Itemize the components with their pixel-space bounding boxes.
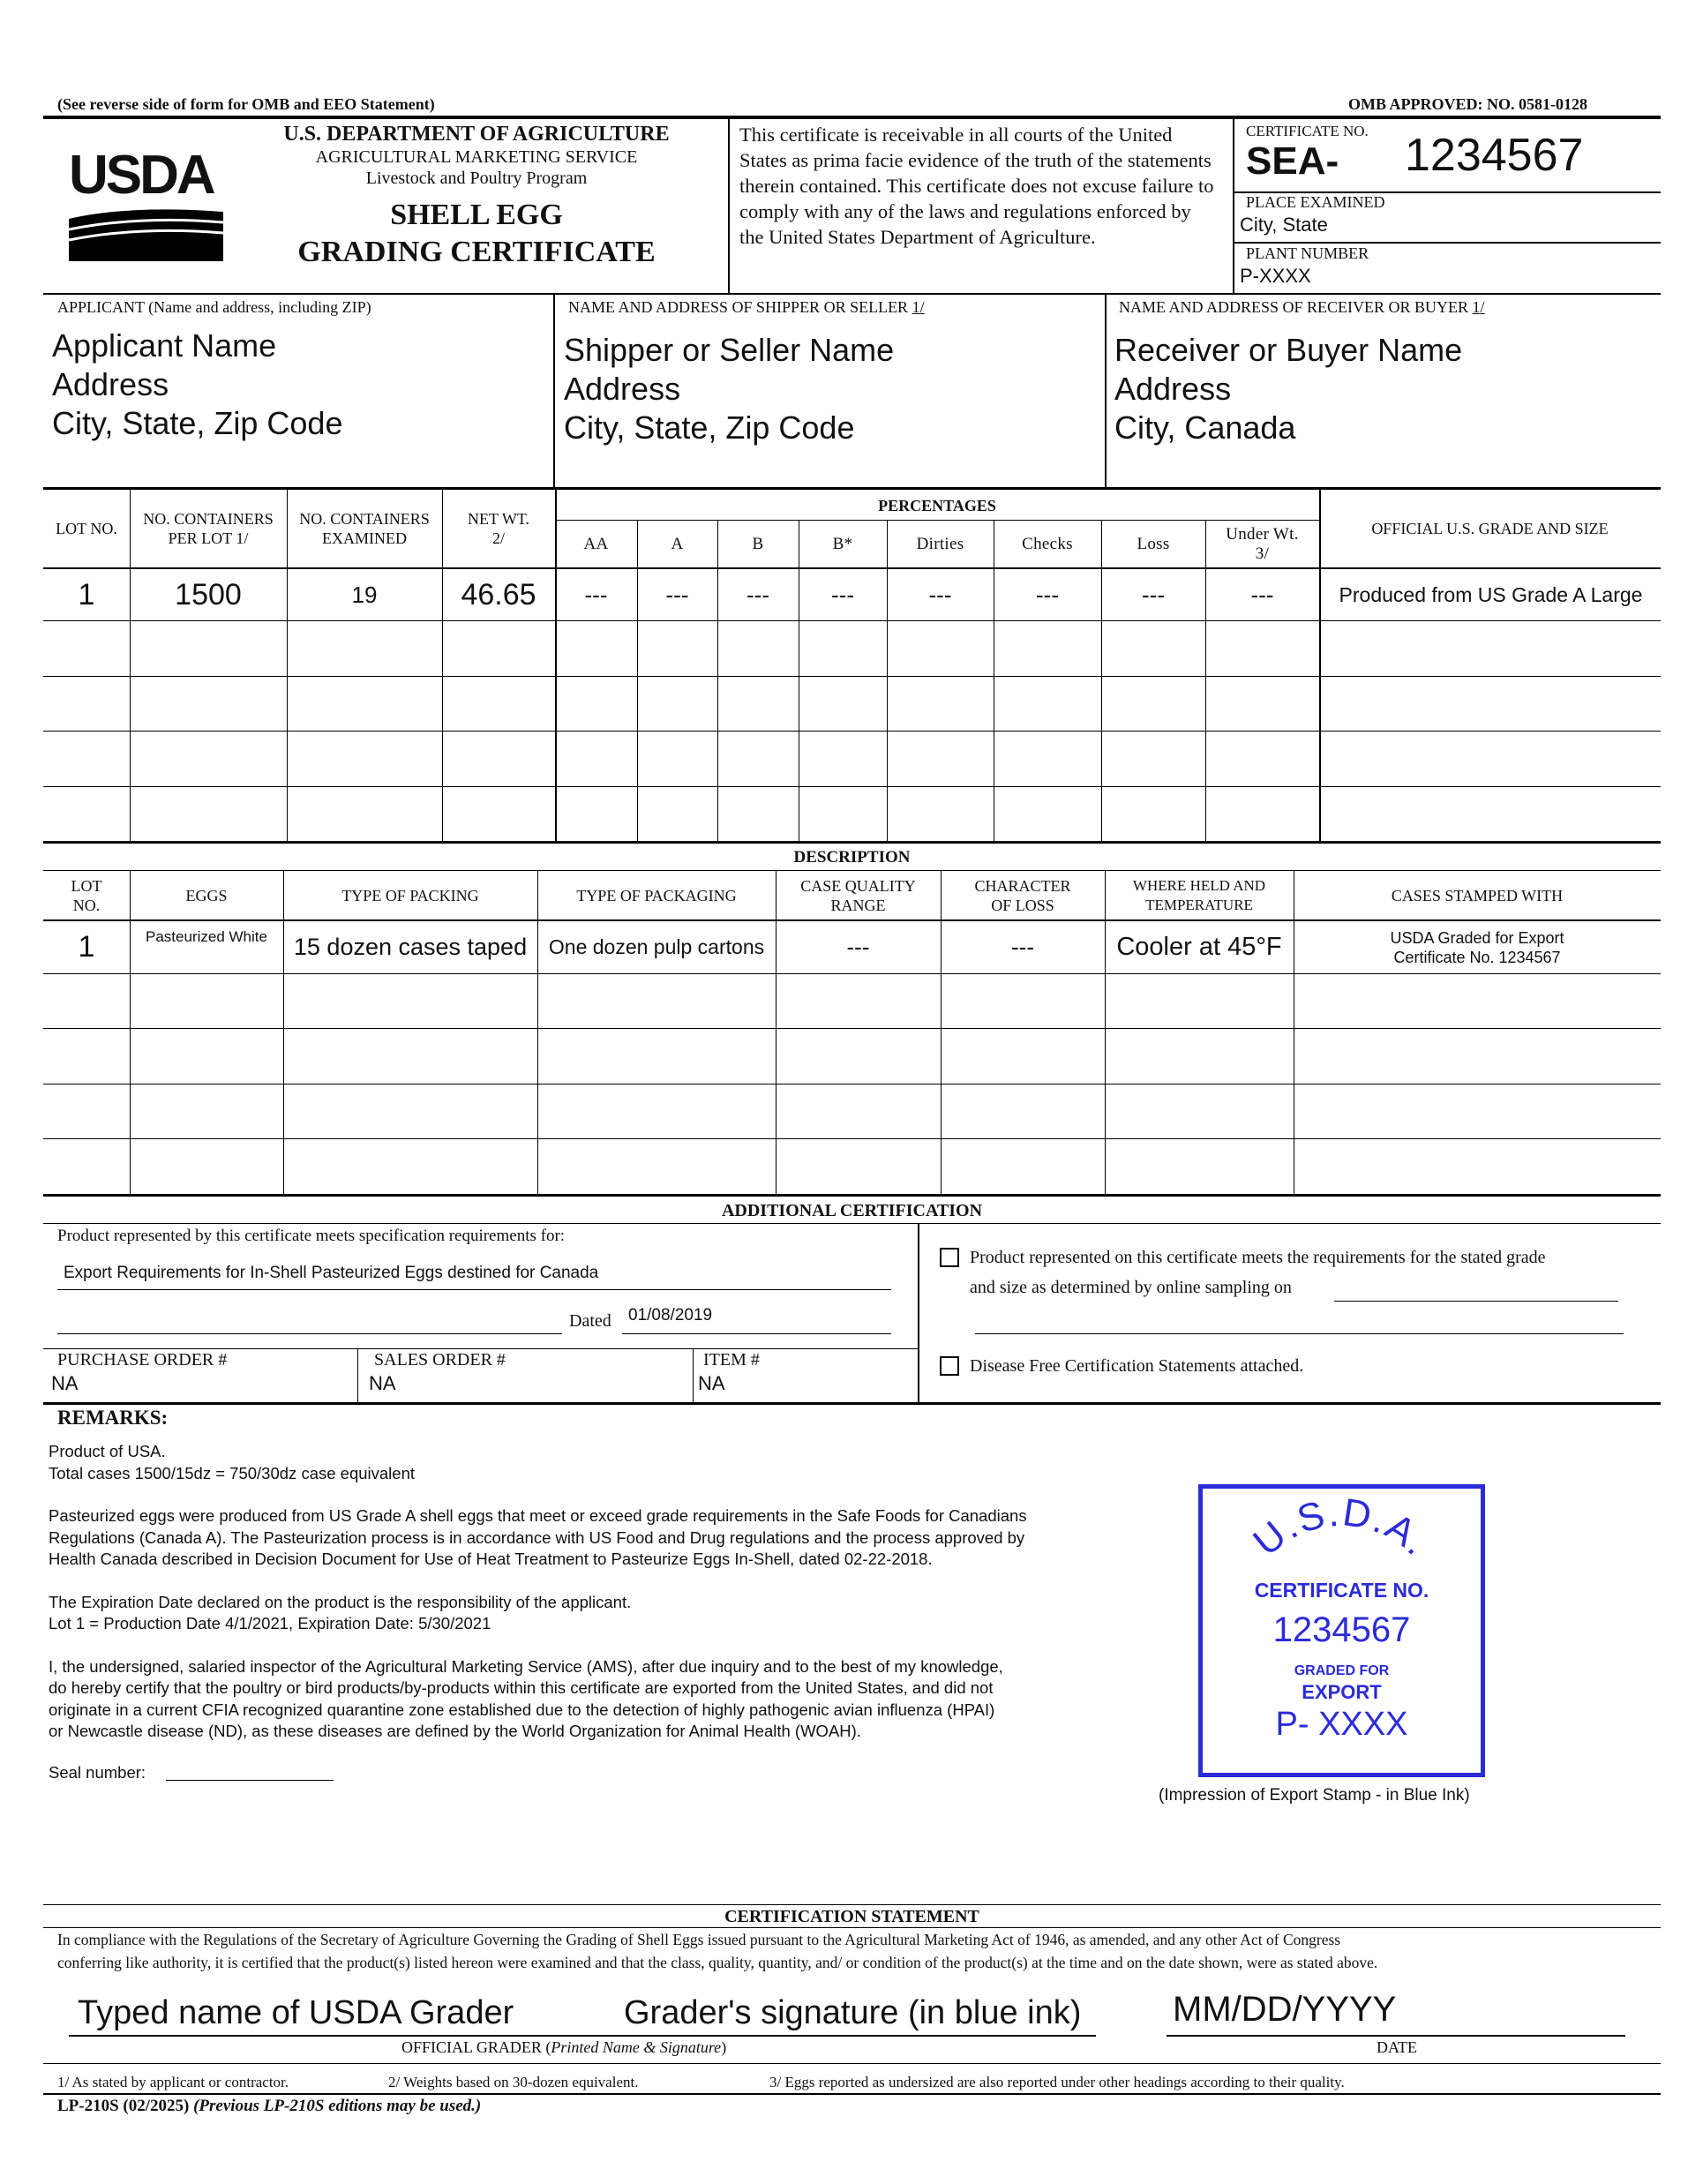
dated-label: Dated — [569, 1311, 611, 1331]
row1-under-wt[interactable]: --- — [1250, 581, 1274, 608]
shipper-city: City, State, Zip Code — [564, 409, 855, 446]
desc-col-cases-stamped: CASES STAMPED WITH — [1391, 886, 1564, 904]
top-rule — [43, 116, 1661, 119]
col-a: A — [671, 534, 684, 553]
disease-free-checkbox[interactable] — [940, 1356, 959, 1376]
stamp-export: EXPORT — [1302, 1681, 1382, 1703]
sales-order-value[interactable]: NA — [369, 1372, 396, 1394]
legal-statement: This certificate is receivable in all courts of the United States as prima facie evidence of the truth of the statements therein contained. This certificate does not excuse failure to comply with any of the laws and regulations enforced by the United States Department of Agriculture. — [739, 124, 1214, 248]
footnote-2: 2/ Weights based on 30-dozen equivalent. — [388, 2074, 639, 2090]
omb-eeo-note: (See reverse side of form for OMB and EEO Statement) — [57, 95, 435, 113]
row1-lot[interactable]: 1 — [78, 577, 95, 612]
row1-b[interactable]: --- — [746, 581, 769, 608]
col-grade-size: OFFICIAL U.S. GRADE AND SIZE — [1371, 520, 1609, 537]
disease-free-label: Disease Free Certification Statements attached. — [970, 1356, 1304, 1376]
certification-date[interactable]: MM/DD/YYYY — [1173, 1990, 1397, 2029]
receiver-city: City, Canada — [1114, 409, 1296, 446]
applicant-block[interactable] — [52, 326, 342, 443]
certificate-number: 1234567 — [1405, 130, 1584, 181]
remarks-text[interactable] — [49, 1441, 1187, 1783]
desc-col-packaging: TYPE OF PACKAGING — [576, 886, 737, 904]
dated-value[interactable]: 01/08/2019 — [628, 1306, 713, 1325]
applicant-name: Applicant Name — [52, 327, 277, 364]
form-title-line2: GRADING CERTIFICATE — [297, 236, 656, 268]
omb-approval-number: OMB APPROVED: NO. 0581-0128 — [1348, 95, 1587, 113]
shipper-block[interactable] — [564, 331, 894, 447]
applicant-label: APPLICANT (Name and address, including ZIP) — [57, 298, 371, 316]
form-id: LP-210S (02/2025) — [57, 2097, 190, 2115]
col-dirties: Dirties — [916, 534, 964, 553]
place-examined-label: PLACE EXAMINED — [1246, 193, 1385, 211]
remarks-title: REMARKS: — [57, 1407, 169, 1429]
online-sampling-checkbox[interactable] — [940, 1248, 959, 1267]
remarks-para-4: I, the undersigned, salaried inspector of the Agricultural Marketing Service (AMS), after due inquiry and to the best of my knowledge, do hereby certify that the poultry or bird products/by-products within this certificate are exported from the United States, and did not originate in a current CFIA recognized quarantine zone established due to the detection of highly pathogenic avian influenza (HPAI) or Newcastle disease (ND), as these diseases are defined by the World Organization for Animal Health (WOAH). — [49, 1656, 1003, 1740]
desc-col-eggs: EGGS — [185, 886, 228, 904]
description-title: DESCRIPTION — [793, 848, 911, 867]
desc-row1-character-loss[interactable]: --- — [1011, 934, 1034, 960]
desc-row1-packing[interactable]: 15 dozen cases taped — [293, 934, 528, 960]
department-name: U.S. DEPARTMENT OF AGRICULTURE — [283, 123, 670, 146]
usda-logo-text: USDA — [69, 145, 214, 206]
col-under-wt: Under Wt. 3/ — [1226, 524, 1299, 563]
row1-dirties[interactable]: --- — [928, 581, 952, 608]
place-examined-value[interactable]: City, State — [1240, 214, 1328, 236]
official-grader-caption-italic: Printed Name & Signature — [551, 2038, 722, 2056]
footnote-1: 1/ As stated by applicant or contractor. — [57, 2074, 289, 2090]
plant-number-label: PLANT NUMBER — [1246, 244, 1369, 262]
online-sampling-date-field[interactable] — [1334, 1301, 1618, 1302]
percentages-header: PERCENTAGES — [878, 497, 996, 514]
svg-text:U.S.D.A.: U.S.D.A. — [1245, 1490, 1439, 1565]
desc-row1-lot[interactable]: 1 — [78, 930, 95, 964]
official-grader-caption: OFFICIAL GRADER — [401, 2038, 542, 2056]
col-containers-examined: NO. CONTAINERS EXAMINED — [299, 510, 430, 547]
export-stamp — [1198, 1484, 1485, 1777]
service-name: AGRICULTURAL MARKETING SERVICE — [315, 147, 638, 167]
remarks-para-2: Pasteurized eggs were produced from US Grade A shell eggs that meet or exceed grade requirements in the Safe Foods for Canadians Regulations (Canada A). The Pasteurization process is in accordance with US Food and Drug regulations and the process approved by Health Canada described in Decision Document for Use of Heat Treatment to Pasteurize Eggs In-Shell, dated 02-22-2018. — [49, 1506, 1027, 1568]
desc-col-case-quality: CASE QUALITY RANGE — [800, 876, 916, 914]
row1-aa[interactable]: --- — [584, 581, 608, 608]
desc-col-character-loss: CHARACTER OF LOSS — [974, 876, 1071, 914]
col-checks: Checks — [1022, 534, 1073, 553]
stamp-plant-number: P- XXXX — [1275, 1706, 1408, 1743]
row1-b-star[interactable]: --- — [831, 581, 854, 608]
shipper-label: NAME AND ADDRESS OF SHIPPER OR SELLER — [568, 298, 909, 316]
item-value[interactable]: NA — [698, 1372, 725, 1394]
spec-requirements-label: Product represented by this certificate meets specification requirements for: — [57, 1227, 566, 1245]
row1-checks[interactable]: --- — [1036, 581, 1059, 608]
shipper-name: Shipper or Seller Name — [564, 332, 895, 368]
desc-col-lot-no: LOT NO. — [71, 876, 102, 914]
desc-row1-packaging[interactable]: One dozen pulp cartons — [548, 935, 765, 958]
col-containers-per-lot: NO. CONTAINERS PER LOT 1/ — [143, 510, 274, 547]
additional-certification-title: ADDITIONAL CERTIFICATION — [721, 1201, 983, 1220]
grader-typed-name[interactable]: Typed name of USDA Grader — [78, 1994, 514, 2031]
certification-text-line1: In compliance with the Regulations of the Secretary of Agriculture Governing the Grading of Shell Eggs issued pursuant to the Agricultural Marketing Act of 1946, as amended, and any other Act of Congress — [57, 1931, 1341, 1948]
row1-containers-per-lot[interactable]: 1500 — [175, 577, 242, 612]
form-edition-note: (Previous LP-210S editions may be used.) — [193, 2097, 482, 2115]
desc-row1-where-held[interactable]: Cooler at 45°F — [1116, 933, 1282, 961]
certification-text-line2: conferring like authority, it is certified that the product(s) listed hereon were examined and that the class, quality, quantity, and/ or condition of the product(s) at the time and on the date shown, were as stated above. — [57, 1954, 1378, 1971]
receiver-name: Receiver or Buyer Name — [1114, 332, 1463, 368]
desc-row1-case-quality[interactable]: --- — [846, 934, 870, 960]
footnote-3: 3/ Eggs reported as undersized are also reported under other headings according to their quality. — [769, 2074, 1345, 2090]
stamped-line2: Certificate No. 1234567 — [1393, 948, 1561, 966]
col-lot-no: LOT NO. — [56, 520, 117, 537]
desc-row1-eggs[interactable]: Pasteurized White — [146, 928, 267, 945]
seal-number-field[interactable] — [166, 1780, 334, 1781]
col-b-star: B* — [832, 534, 853, 553]
row1-net-wt[interactable]: 46.65 — [461, 577, 536, 612]
row1-a[interactable]: --- — [665, 581, 689, 608]
desc-col-where-held: WHERE HELD AND TEMPERATURE — [1132, 876, 1266, 913]
stamped-line1: USDA Graded for Export — [1390, 928, 1564, 947]
form-title-line1: SHELL EGG — [390, 199, 563, 231]
row1-loss[interactable]: --- — [1142, 581, 1165, 608]
plant-number-value[interactable]: P-XXXX — [1240, 265, 1311, 287]
grader-signature[interactable]: Grader's signature (in blue ink) — [624, 1994, 1082, 2031]
stamp-certificate-label: CERTIFICATE NO. — [1254, 1579, 1429, 1602]
receiver-footnote: 1/ — [1472, 298, 1485, 316]
row1-grade-size[interactable]: Produced from US Grade A Large — [1339, 582, 1643, 606]
purchase-order-label: PURCHASE ORDER # — [57, 1350, 228, 1370]
online-sampling-line2: and size as determined by online sampling on — [970, 1278, 1292, 1297]
certification-statement-title: CERTIFICATION STATEMENT — [724, 1906, 979, 1926]
stamp-certificate-number: 1234567 — [1272, 1610, 1411, 1649]
date-caption: DATE — [1377, 2038, 1417, 2056]
applicant-address: Address — [52, 366, 169, 402]
certificate-prefix: SEA- — [1246, 139, 1339, 183]
item-label: ITEM # — [703, 1350, 760, 1370]
row1-containers-examined[interactable]: 19 — [351, 581, 378, 608]
receiver-block[interactable] — [1114, 331, 1462, 447]
receiver-address: Address — [1114, 371, 1232, 407]
col-b: B — [752, 534, 764, 553]
desc-col-packing: TYPE OF PACKING — [341, 886, 479, 904]
receiver-label: NAME AND ADDRESS OF RECEIVER OR BUYER — [1119, 298, 1469, 316]
remarks-para-3: The Expiration Date declared on the product is the responsibility of the applicant. Lot 1 = Production Date 4/1/2021, Expiration Date: 5/30/2021 — [49, 1592, 632, 1632]
usda-logo-swoosh — [69, 203, 223, 261]
col-aa: AA — [583, 534, 609, 553]
col-loss: Loss — [1137, 534, 1170, 553]
purchase-order-value[interactable]: NA — [51, 1372, 79, 1394]
desc-row1-cases-stamped[interactable] — [1294, 921, 1661, 973]
col-net-wt: NET WT. 2/ — [468, 510, 529, 547]
stamp-graded-for: GRADED FOR — [1294, 1663, 1390, 1678]
sales-order-label: SALES ORDER # — [374, 1350, 506, 1370]
usda-logo — [69, 145, 223, 261]
shipper-footnote: 1/ — [912, 298, 925, 316]
remarks-para-1: Product of USA. Total cases 1500/15dz = 750/30dz case equivalent — [49, 1442, 416, 1482]
seal-number-label: Seal number: — [49, 1762, 146, 1782]
program-name: Livestock and Poultry Program — [365, 169, 588, 188]
shipper-address: Address — [564, 371, 681, 407]
certificate-no-label: CERTIFICATE NO. — [1246, 123, 1369, 139]
spec-requirements-value[interactable]: Export Requirements for In-Shell Pasteurized Eggs destined for Canada — [64, 1264, 599, 1282]
stamp-caption: (Impression of Export Stamp - in Blue Ink) — [1159, 1786, 1470, 1805]
applicant-city: City, State, Zip Code — [52, 405, 343, 441]
online-sampling-line1: Product represented on this certificate meets the requirements for the stated grade — [970, 1248, 1546, 1267]
